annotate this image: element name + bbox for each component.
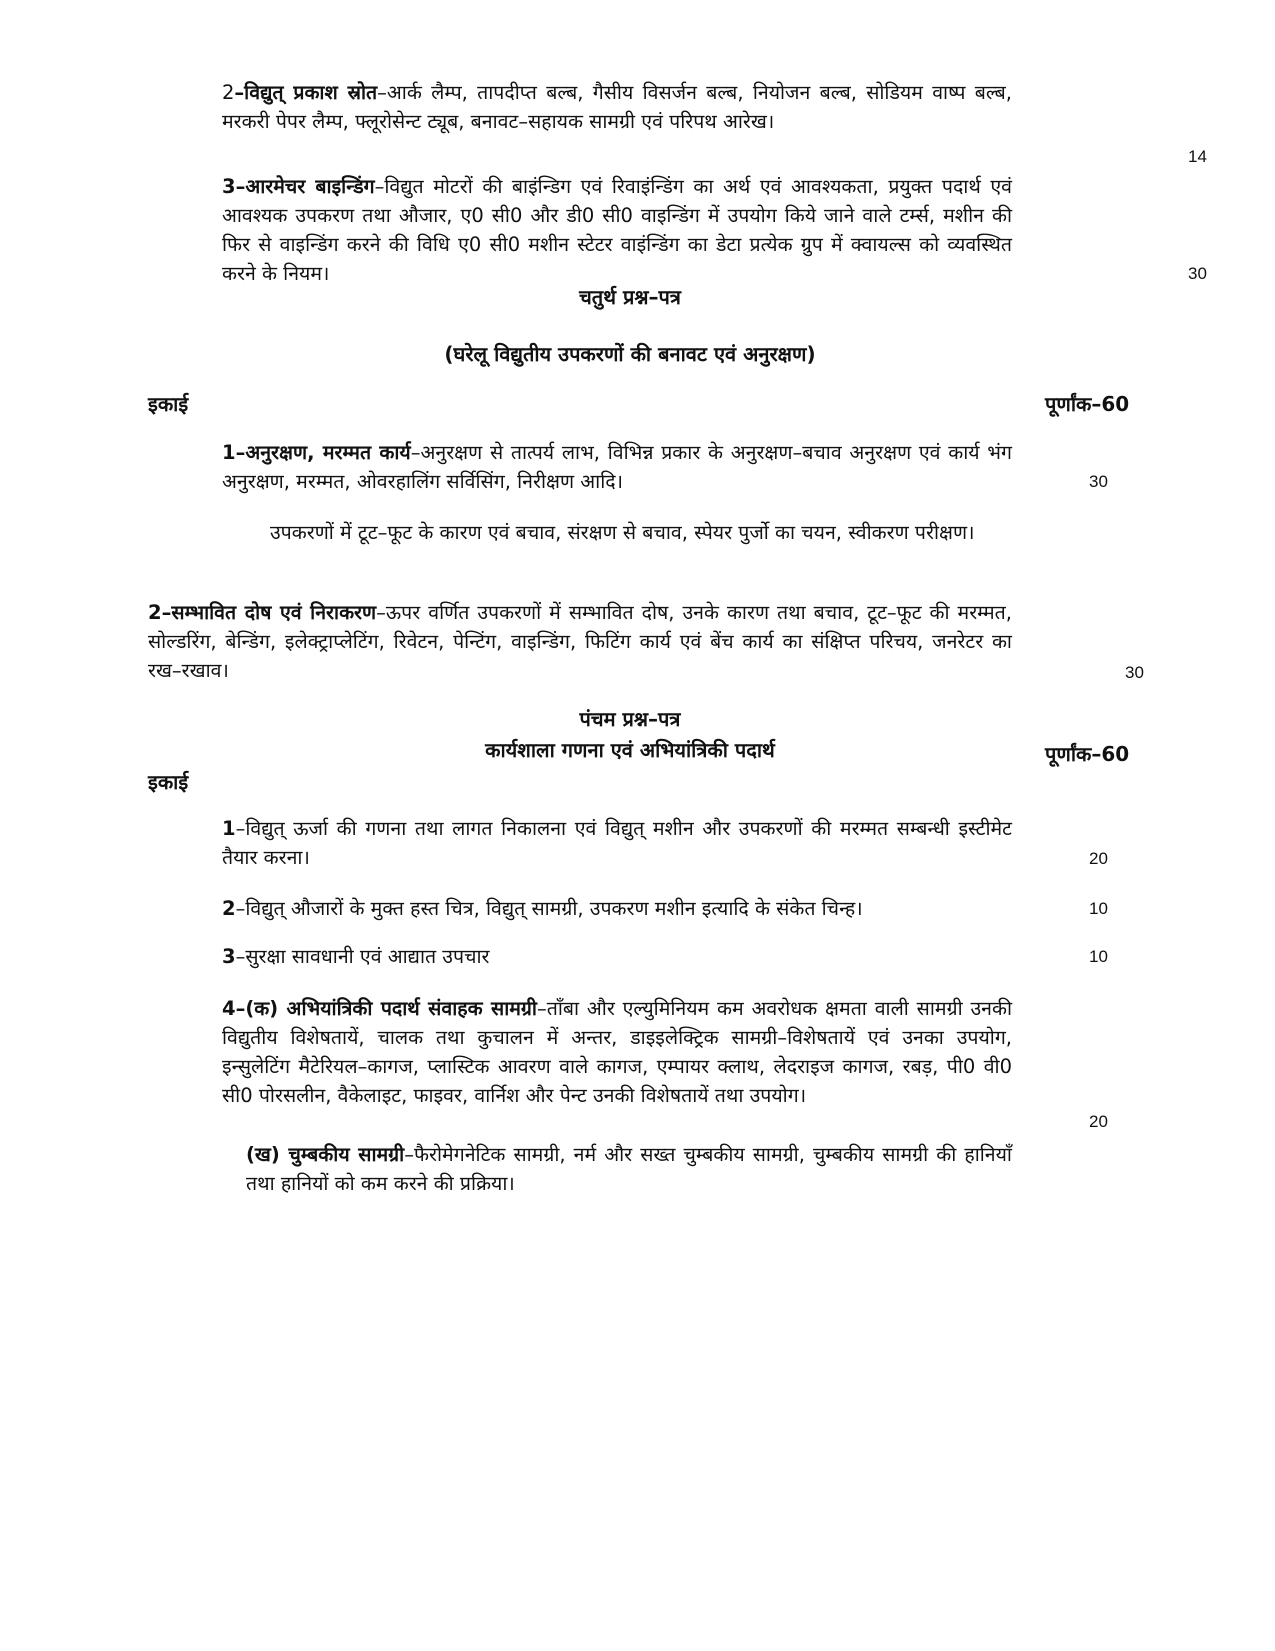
marks-value: 30 xyxy=(1089,472,1108,491)
unit-label: इकाई xyxy=(148,392,189,416)
item-energy-calculation xyxy=(222,814,1012,872)
item-number: 1 xyxy=(222,817,236,840)
marks-value: 30 xyxy=(1188,264,1207,283)
paper4-title: चतुर्थ प्रश्न–पत्र xyxy=(579,285,681,309)
item-number: 1 xyxy=(222,441,236,464)
item-faults xyxy=(148,598,1012,685)
marks-value: 10 xyxy=(1089,899,1108,918)
marks-value: 20 xyxy=(1089,1112,1108,1131)
item-body: –विद्युत मोटरों की बाइंन्डिग एवं रिवाइंन्डिंग का अर्थ एवं आवश्यकता, प्रयुक्त पदार्थ एवं आवश्यक उपकरण तथा औजार, ए0 सी0 और डी0 सी0 वाइन्डिंग में उपयोग किये जाने वाले टर्म्स, मशीन की फिर से वाइन्डिंग करने की विधि ए0 सी0 मशीन स्टेटर वाइंन्डिंग का डेटा प्रत्येक ग्रुप में क्वायल्स को व्यवस्थित करने के नियम। xyxy=(222,175,1012,285)
item-light-sources xyxy=(222,78,1012,136)
marks-value: 30 xyxy=(1125,663,1144,682)
paper5-title: पंचम प्रश्न–पत्र xyxy=(579,707,681,731)
item-body: –फैरोमेगनेटिक सामग्री, नर्म और सख्त चुम्बकीय सामग्री, चुम्बकीय सामग्री की हानियाँ तथा हानियों को कम करने की प्रक्रिया। xyxy=(246,1143,1012,1195)
item-freehand-drawings xyxy=(222,894,1012,923)
item-maintenance xyxy=(222,438,1012,496)
item-number: 2 xyxy=(222,897,236,920)
marks-value: 10 xyxy=(1089,947,1108,966)
marks-value: 20 xyxy=(1089,849,1108,868)
item-armature-binding xyxy=(222,172,1012,288)
item-title: –(क) अभियांत्रिकी पदार्थ संवाहक सामग्री xyxy=(235,997,537,1020)
total-marks-label: पूर्णांक–60 xyxy=(1045,392,1130,416)
item-body: –आर्क लैम्प, तापदीप्त बल्ब, गैसीय विसर्जन बल्ब, नियोजन बल्ब, सोडियम वाष्प बल्ब, मरकरी पेपर लैम्प, फ्लूरोसेन्ट ट्यूब, बनावट–सहायक सामग्री एवं परिपथ आरेख। xyxy=(222,81,1012,133)
total-marks-label: पूर्णांक–60 xyxy=(1045,742,1130,766)
marks-value: 14 xyxy=(1188,147,1207,166)
item-body: –ताँबा और एल्युमिनियम कम अवरोधक क्षमता वाली सामग्री उनकी विद्युतीय विशेषतायें, चालक तथा कुचालन में अन्तर, डाइइलेक्ट्रिक सामग्री–विशेषतायें एवं उनका उपयोग, इन्सुलेटिंग मैटेरियल–कागज, प्लास्टिक आवरण वाले कागज, एम्पायर क्लाथ, लेदराइज कागज, रबड़, पी0 वी0 सी0 पोरसलीन, वैकेलाइट, फाइवर, वार्निश और पेन्ट उनकी विशेषतायें तथा उपयोग। xyxy=(222,997,1012,1107)
item-title: –आरमेचर बाइन्डिंग xyxy=(235,175,375,198)
item-body: –ऊपर वर्णित उपकरणों में सम्भावित दोष, उनके कारण तथा बचाव, टूट–फूट की मरम्मत, सोल्डरिंग, बेन्डिंग, इलेक्ट्राप्लेटिंग, रिवेटन, पेन्टिंग, वाइन्डिंग, फिटिंग कार्य एवं बेंच कार्य का संक्षिप्त परिचय, जनरेटर का रख–रखाव। xyxy=(148,601,1012,682)
item-title: –अनुरक्षण, मरम्मत कार्य xyxy=(235,441,411,464)
item-number: 4 xyxy=(222,997,236,1020)
item-subtitle: (ख) चुम्बकीय सामग्री xyxy=(246,1143,405,1166)
item-engineering-materials xyxy=(222,994,1012,1110)
item-maintenance-extra: उपकरणों में टूट–फूट के कारण एवं बचाव, संरक्षण से बचाव, स्पेयर पुर्जो का चयन, स्वीकरण परीक्षण। xyxy=(270,521,975,544)
paper4-subtitle: (घरेलू विद्युतीय उपकरणों की बनावट एवं अनुरक्षण) xyxy=(444,342,816,366)
item-safety xyxy=(222,942,1012,971)
item-body: –विद्युत् औजारों के मुक्त हस्त चित्र, विद्युत् सामग्री, उपकरण मशीन इत्यादि के संकेत चिन्ह। xyxy=(235,897,863,920)
item-number: 2 xyxy=(148,601,162,624)
item-magnetic-materials xyxy=(246,1140,1012,1198)
item-body: –सुरक्षा सावधानी एवं आद्यात उपचार xyxy=(235,945,490,968)
paper5-subtitle: कार्यशाला गणना एवं अभियांत्रिकी पदार्थ xyxy=(485,738,775,762)
item-number: 3 xyxy=(222,945,236,968)
item-number: 3 xyxy=(222,175,236,198)
item-body: –विद्युत् ऊर्जा की गणना तथा लागत निकालना एवं विद्युत् मशीन और उपकरणों की मरम्मत सम्बन्धी इस्टीमेट तैयार करना। xyxy=(222,817,1012,869)
item-body: –अनुरक्षण से तात्पर्य लाभ, विभिन्न प्रकार के अनुरक्षण–बचाव अनुरक्षण एवं कार्य भंग अनुरक्षण, मरम्मत, ओवरहालिंग सर्विसिंग, निरीक्षण आदि। xyxy=(222,441,1012,493)
unit-label: इकाई xyxy=(148,770,189,794)
item-title: –विद्युत् प्रकाश स्रोत xyxy=(234,81,378,104)
item-title: –सम्भावित दोष एवं निराकरण xyxy=(161,601,377,624)
item-number: 2 xyxy=(222,81,235,104)
